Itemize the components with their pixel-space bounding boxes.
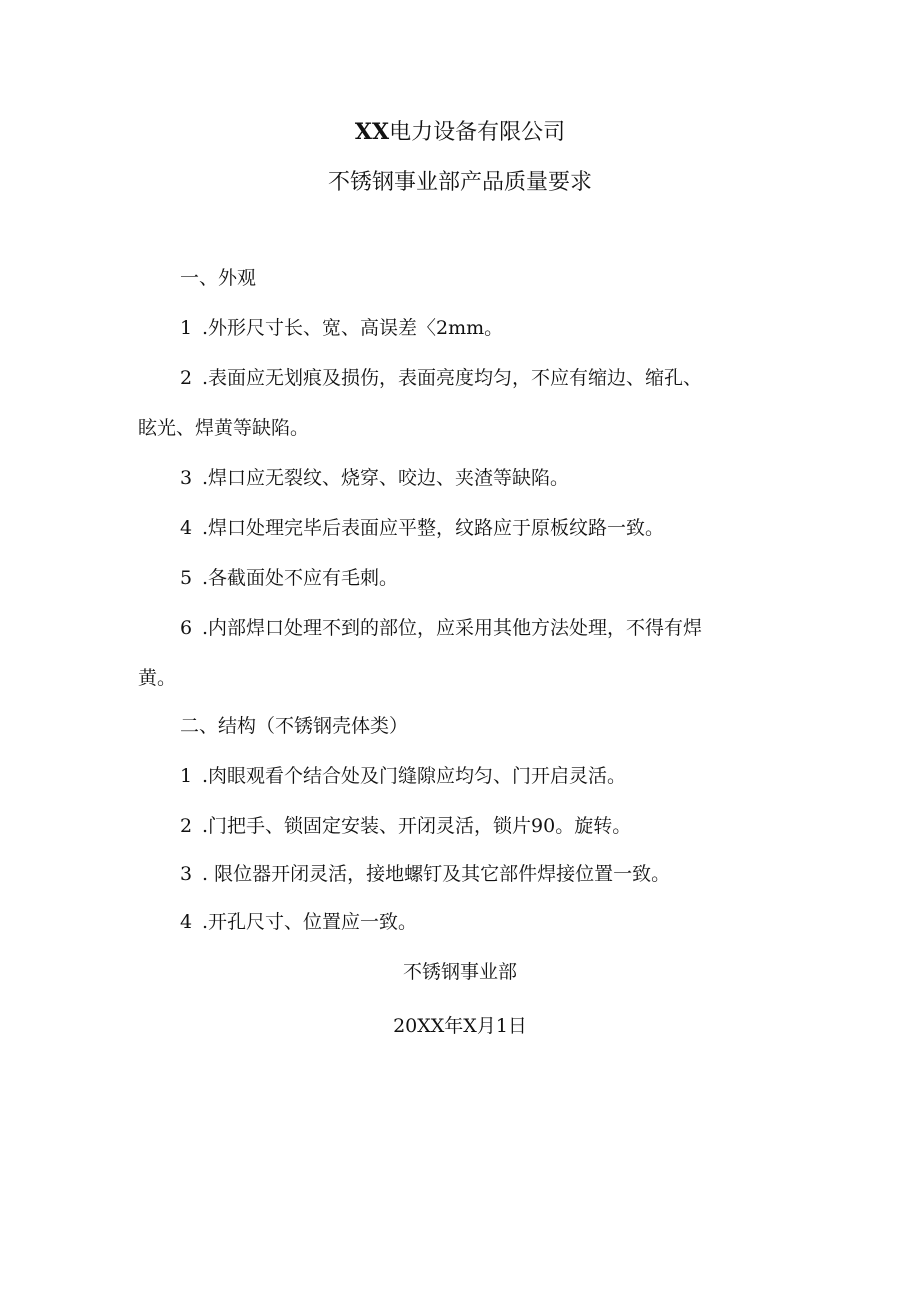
document-subtitle: 不锈钢事业部产品质量要求 xyxy=(327,170,592,195)
list-item xyxy=(180,811,631,841)
section-heading-appearance: 一、外观 xyxy=(180,267,257,289)
item-number: 6 xyxy=(180,617,193,639)
item-text: .内部焊口处理不到的部位，应采用其他方法处理，不得有焊 xyxy=(202,617,703,639)
item-text: .门把手、锁固定安装、开闭灵活，锁片90。旋转。 xyxy=(202,815,632,837)
company-title xyxy=(0,117,920,148)
item-text: .表面应无划痕及损伤，表面亮度均匀，不应有缩边、缩孔、 xyxy=(202,367,703,389)
item-text: .焊口处理完毕后表面应平整，纹路应于原板纹路一致。 xyxy=(202,517,665,539)
item-number: 4 xyxy=(180,517,193,539)
company-title-rest: 电力设备有限公司 xyxy=(389,120,566,145)
item-text: . 限位器开闭灵活，接地螺钉及其它部件焊接位置一致。 xyxy=(202,863,671,885)
item-continuation: 眩光、焊黄等缺陷。 xyxy=(138,417,310,439)
list-item xyxy=(180,613,702,643)
item-number: 5 xyxy=(180,567,193,589)
item-number: 4 xyxy=(180,911,193,933)
signature-department: 不锈钢事业部 xyxy=(402,961,517,983)
list-item xyxy=(180,859,670,889)
company-title-bold: XX xyxy=(354,119,390,145)
list-item xyxy=(180,907,417,937)
item-continuation: 黄。 xyxy=(138,667,177,689)
list-item xyxy=(180,761,626,791)
item-number: 3 xyxy=(180,467,193,489)
item-number: 2 xyxy=(180,815,193,837)
item-text: .各截面处不应有毛刺。 xyxy=(202,567,399,589)
list-item xyxy=(180,463,569,493)
item-number: 1 xyxy=(180,317,193,339)
list-item xyxy=(180,363,702,393)
item-text: .开孔尺寸、位置应一致。 xyxy=(202,911,418,933)
section-heading-structure: 二、结构（不锈钢壳体类） xyxy=(180,715,409,737)
list-item xyxy=(180,313,503,343)
item-number: 3 xyxy=(180,863,193,885)
item-number: 1 xyxy=(180,765,193,787)
list-item xyxy=(180,563,398,593)
item-text: .肉眼观看个结合处及门缝隙应均匀、门开启灵活。 xyxy=(202,765,627,787)
item-text: .外形尺寸长、宽、高误差〈2mm。 xyxy=(202,317,504,339)
list-item xyxy=(180,513,664,543)
signature-date: 20XX年X月1日 xyxy=(393,1015,527,1037)
item-text: .焊口应无裂纹、烧穿、咬边、夹渣等缺陷。 xyxy=(202,467,570,489)
item-number: 2 xyxy=(180,367,193,389)
